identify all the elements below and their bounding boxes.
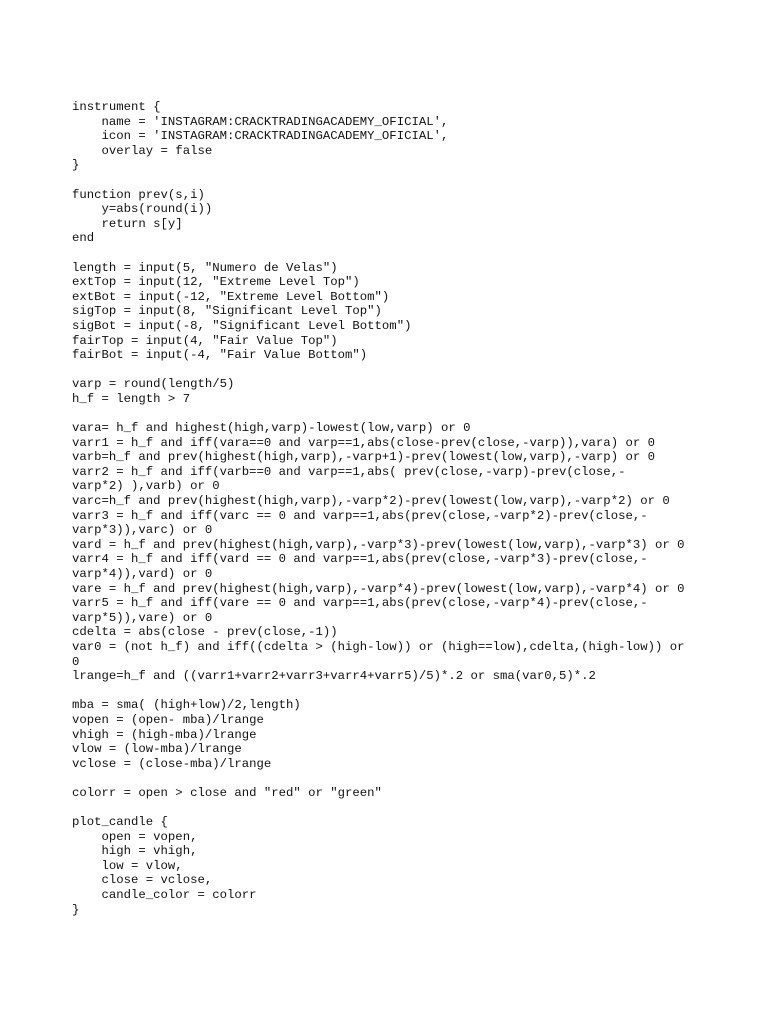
code-line: colorr = open > close and "red" or "green" bbox=[72, 785, 382, 800]
code-line bbox=[72, 684, 732, 699]
code-line bbox=[72, 363, 732, 378]
code-line: varp = round(length/5) bbox=[72, 377, 235, 392]
code-line: instrument { bbox=[72, 100, 161, 114]
code-line: overlay = false bbox=[72, 143, 213, 158]
code-line: vara= h_f and highest(high,varp)-lowest(low,varp) or 0 bbox=[72, 421, 471, 436]
code-line: } bbox=[72, 158, 80, 173]
code-line: varp*5)),vare) or 0 bbox=[72, 610, 213, 625]
code-line: lrange=h_f and ((varr1+varr2+varr3+varr4+varr5)/5)*.2 or sma(var0,5)*.2 bbox=[72, 669, 596, 684]
code-line: icon = 'INSTAGRAM:CRACKTRADINGACADEMY_OFICIAL', bbox=[72, 129, 449, 144]
code-line: varp*2) ),varb) or 0 bbox=[72, 479, 220, 494]
code-line: varb=h_f and prev(highest(high,varp),-varp+1)-prev(lowest(low,varp),-varp) or 0 bbox=[72, 450, 655, 465]
code-line: var0 = (not h_f) and iff((cdelta > (high-low)) or (high==low),cdelta,(high-low)) or bbox=[72, 639, 685, 654]
code-block bbox=[72, 100, 732, 917]
code-line: sigTop = input(8, "Significant Level Top") bbox=[72, 304, 382, 319]
code-line: fairBot = input(-4, "Fair Value Bottom") bbox=[72, 348, 368, 363]
code-line bbox=[72, 801, 732, 816]
code-line: fairTop = input(4, "Fair Value Top") bbox=[72, 333, 338, 348]
code-line: varp*3)),varc) or 0 bbox=[72, 523, 213, 538]
code-line: name = 'INSTAGRAM:CRACKTRADINGACADEMY_OFICIAL', bbox=[72, 114, 449, 129]
code-line: varr2 = h_f and iff(varb==0 and varp==1,abs( prev(close,-varp)-prev(close,- bbox=[72, 464, 626, 479]
code-line bbox=[72, 771, 732, 786]
code-line: varr3 = h_f and iff(varc == 0 and varp==1,abs(prev(close,-varp*2)-prev(close,- bbox=[72, 508, 648, 523]
code-line: } bbox=[72, 902, 80, 917]
code-line: y=abs(round(i)) bbox=[72, 202, 213, 217]
code-line: varr5 = h_f and iff(vare == 0 and varp==1,abs(prev(close,-varp*4)-prev(close,- bbox=[72, 596, 648, 611]
code-line: 0 bbox=[72, 654, 80, 669]
code-line: vard = h_f and prev(highest(high,varp),-varp*3)-prev(lowest(low,varp),-varp*3) or 0 bbox=[72, 537, 685, 552]
code-line: sigBot = input(-8, "Significant Level Bottom") bbox=[72, 318, 412, 333]
code-line: high = vhigh, bbox=[72, 844, 198, 859]
code-line: varr4 = h_f and iff(vard == 0 and varp==1,abs(prev(close,-varp*3)-prev(close,- bbox=[72, 552, 648, 567]
code-line: extBot = input(-12, "Extreme Level Bottom") bbox=[72, 289, 390, 304]
code-line bbox=[72, 246, 732, 261]
code-line: extTop = input(12, "Extreme Level Top") bbox=[72, 275, 360, 290]
code-line: candle_color = colorr bbox=[72, 888, 257, 903]
code-line: return s[y] bbox=[72, 216, 183, 231]
code-line bbox=[72, 173, 732, 188]
code-line: vclose = (close-mba)/lrange bbox=[72, 756, 272, 771]
code-line: end bbox=[72, 231, 95, 246]
code-line: vhigh = (high-mba)/lrange bbox=[72, 727, 257, 742]
code-line: varp*4)),vard) or 0 bbox=[72, 567, 213, 581]
code-line: varr1 = h_f and iff(vara==0 and varp==1,abs(close-prev(close,-varp)),vara) or 0 bbox=[72, 435, 655, 450]
code-line bbox=[72, 406, 732, 421]
code-line: vlow = (low-mba)/lrange bbox=[72, 742, 242, 757]
code-line: function prev(s,i) bbox=[72, 187, 205, 202]
code-line: length = input(5, "Numero de Velas") bbox=[72, 260, 338, 275]
code-line: h_f = length > 7 bbox=[72, 391, 191, 406]
code-line: mba = sma( (high+low)/2,length) bbox=[72, 698, 301, 713]
code-line: varc=h_f and prev(highest(high,varp),-varp*2)-prev(lowest(low,varp),-varp*2) or 0 bbox=[72, 494, 670, 509]
code-line: open = vopen, bbox=[72, 829, 198, 844]
code-line: close = vclose, bbox=[72, 873, 213, 888]
code-line: vare = h_f and prev(highest(high,varp),-varp*4)-prev(lowest(low,varp),-varp*4) or 0 bbox=[72, 581, 685, 596]
code-line: plot_candle { bbox=[72, 815, 168, 830]
code-line: low = vlow, bbox=[72, 858, 183, 873]
code-line: cdelta = abs(close - prev(close,-1)) bbox=[72, 625, 338, 640]
code-line: vopen = (open- mba)/lrange bbox=[72, 712, 264, 727]
